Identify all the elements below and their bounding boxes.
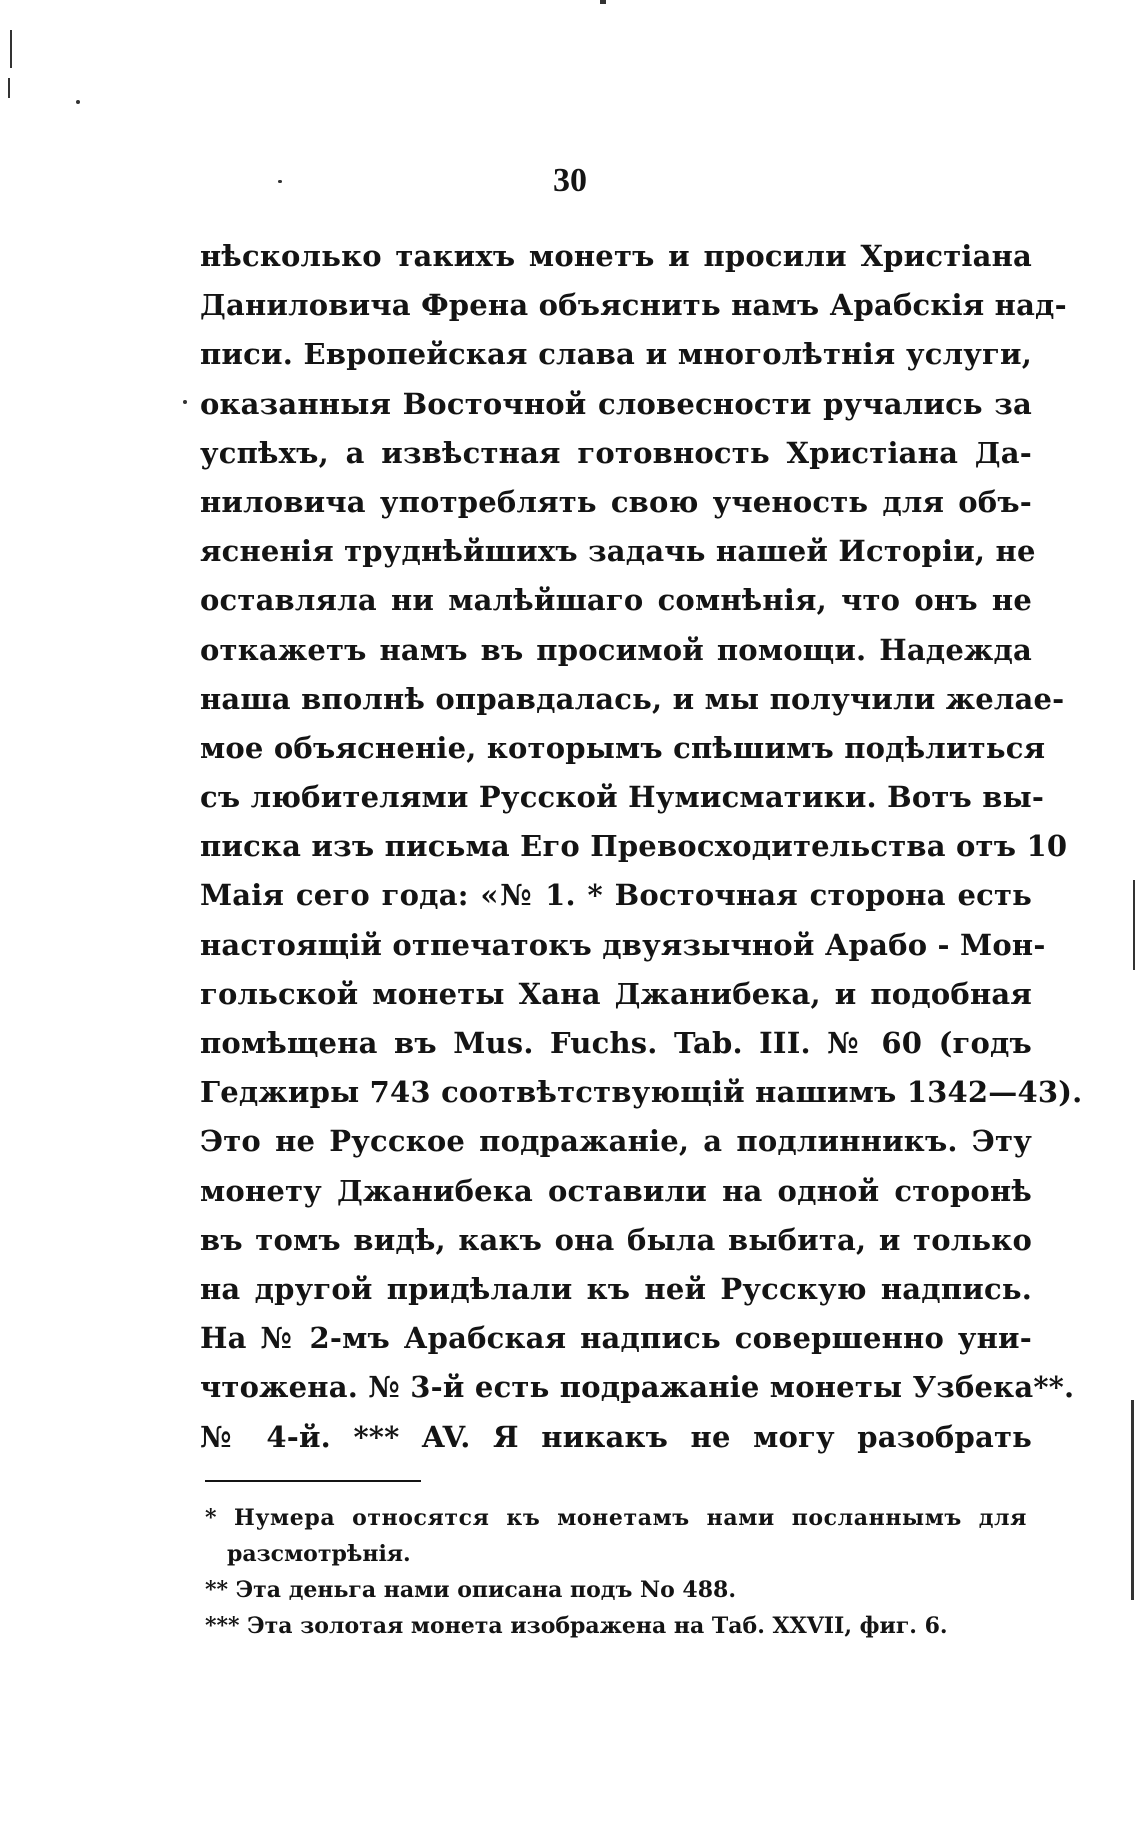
text-line: Даниловича Френа объяснить намъ Арабскія над- <box>200 288 1067 323</box>
scan-mark <box>8 78 10 98</box>
text-line: Геджиры 743 соотвѣтствующій нашимъ 1342—43). <box>200 1075 1083 1110</box>
footnotes <box>205 1500 1027 1644</box>
text-line: писи. Европейская слава и многолѣтнія услуги, <box>200 337 1032 372</box>
text-line: монету Джанибека оставили на одной сторонѣ <box>200 1173 1032 1208</box>
footnote-3: *** Эта золотая монета изображена на Таб. XXVII, фиг. 6. <box>205 1613 948 1639</box>
footnote-rule <box>205 1480 421 1482</box>
text-line: успѣхъ, а извѣстная готовность Христіана Да- <box>200 435 1032 470</box>
scan-mark <box>1133 880 1135 970</box>
text-line: № 4-й. *** AV. Я никакъ не могу разобрать <box>200 1419 1032 1454</box>
text-line: мое объясненіе, которымъ спѣшимъ подѣлиться <box>200 730 1046 765</box>
text-line: нѣсколько такихъ монетъ и просили Христіана <box>200 239 1032 273</box>
footnote-1-continued: разсмотрѣнія. <box>227 1541 411 1567</box>
text-line: настоящій отпечатокъ двуязычной Арабо - Мон- <box>200 927 1046 962</box>
text-line: чтожена. № 3-й есть подражаніе монеты Узбека**. <box>200 1370 1075 1405</box>
text-line: Это не Русское подражаніе, а подлинникъ. Эту <box>200 1124 1032 1159</box>
text-line: съ любителями Русской Нумисматики. Вотъ вы- <box>200 780 1045 815</box>
scan-mark <box>76 100 80 104</box>
text-line: На № 2-мъ Арабская надпись совершенно уни- <box>200 1321 1032 1356</box>
text-line: Маія сего года: «№ 1. * Восточная сторона есть <box>200 878 1032 913</box>
main-text <box>200 232 1083 1462</box>
text-line: на другой придѣлали къ ней Русскую надпись. <box>200 1271 1032 1306</box>
scan-mark <box>600 0 606 4</box>
text-line: ясненія труднѣйшихъ задачь нашей Исторіи, не <box>200 534 1036 569</box>
scan-mark <box>1131 1400 1134 1600</box>
scan-mark <box>278 180 282 183</box>
text-line: оставляла ни малѣйшаго сомнѣнія, что онъ не <box>200 583 1032 618</box>
text-line: ниловича употреблять свою ученость для объ- <box>200 484 1032 519</box>
text-line: наша вполнѣ оправдалась, и мы получили желае- <box>200 681 1065 716</box>
scan-mark <box>10 30 12 68</box>
footnote-1: * Нумера относятся къ монетамъ нами посланнымъ для <box>205 1505 1027 1531</box>
scan-mark <box>183 400 187 404</box>
footnote-2: ** Эта деньга нами описана подъ No 488. <box>205 1577 737 1603</box>
text-line: оказанныя Восточной словесности ручались за <box>200 386 1032 421</box>
text-line: писка изъ письма Его Превосходительства отъ 10 <box>200 829 1068 864</box>
text-line: въ томъ видѣ, какъ она была выбита, и только <box>200 1222 1032 1257</box>
text-line: помѣщена въ Mus. Fuchs. Tab. III. № 60 (годъ <box>200 1026 1032 1060</box>
page-number: 30 <box>553 162 587 199</box>
text-line: гольской монеты Хана Джанибека, и подобная <box>200 976 1032 1011</box>
text-line: откажетъ намъ въ просимой помощи. Надежда <box>200 632 1032 667</box>
